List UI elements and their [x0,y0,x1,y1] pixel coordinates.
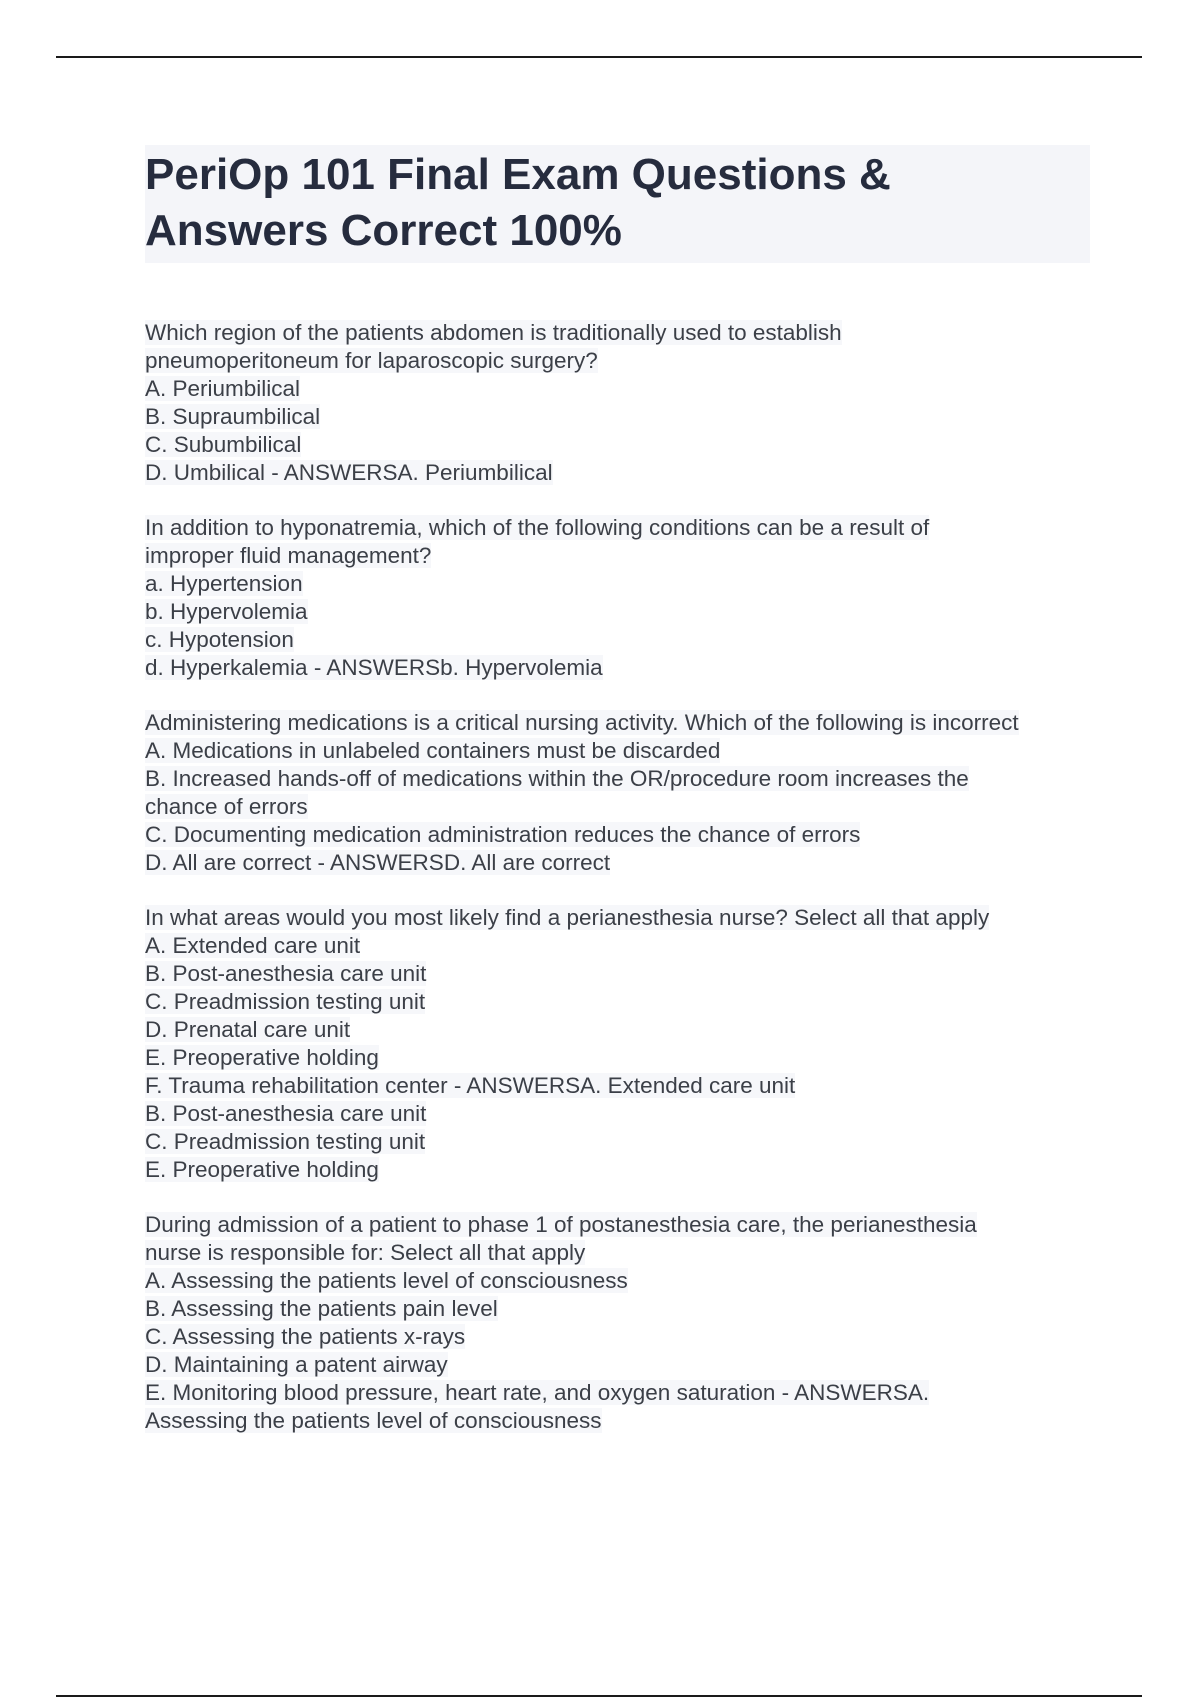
question-line [145,1211,1090,1239]
question-line-text: C. Preadmission testing unit [145,989,426,1014]
question-line [145,1100,1090,1128]
question-line-text: A. Periumbilical [145,376,301,401]
title-line: PeriOp 101 Final Exam Questions & [145,150,891,199]
question-line [145,598,1090,626]
question-line-text: a. Hypertension [145,571,303,596]
question-line [145,654,1090,682]
question-line [145,1379,1090,1407]
question-line [145,709,1090,737]
question-block [145,904,1090,1184]
bottom-rule [56,1695,1142,1697]
question-line-text: E. Preoperative holding [145,1045,379,1070]
question-line [145,1407,1090,1435]
question-line [145,932,1090,960]
question-list [145,319,1090,1435]
question-line [145,570,1090,598]
question-line-text: Assessing the patients level of consciousness [145,1408,602,1433]
question-line [145,1351,1090,1379]
question-line [145,849,1090,877]
question-line-text: During admission of a patient to phase 1 of postanesthesia care, the perianesthesia [145,1212,977,1237]
question-line-text: improper fluid management? [145,543,432,568]
question-line [145,988,1090,1016]
question-line-text: Administering medications is a critical nursing activity. Which of the following is incorrect [145,710,1019,735]
question-line [145,904,1090,932]
question-line [145,403,1090,431]
question-line [145,960,1090,988]
question-line [145,1323,1090,1351]
question-block [145,709,1090,877]
question-line-text: D. All are correct - ANSWERSD. All are correct [145,850,611,875]
question-line [145,1072,1090,1100]
question-line [145,319,1090,347]
question-line-text: C. Assessing the patients x-rays [145,1324,466,1349]
document-title [145,145,1090,263]
question-block [145,1211,1090,1435]
question-line-text: E. Preoperative holding [145,1157,379,1182]
question-line [145,514,1090,542]
question-line [145,1295,1090,1323]
question-line [145,765,1090,793]
question-line-text: nurse is responsible for: Select all that apply [145,1240,586,1265]
question-line-text: C. Preadmission testing unit [145,1129,426,1154]
question-line [145,347,1090,375]
question-line-text: d. Hyperkalemia - ANSWERSb. Hypervolemia [145,655,603,680]
document-body [145,145,1090,1462]
question-line-text: B. Assessing the patients pain level [145,1296,498,1321]
top-rule [56,56,1142,58]
question-line [145,1267,1090,1295]
question-block [145,514,1090,682]
question-line [145,793,1090,821]
question-line [145,1128,1090,1156]
question-line-text: A. Extended care unit [145,933,361,958]
question-line-text: b. Hypervolemia [145,599,308,624]
question-line [145,375,1090,403]
question-line-text: B. Supraumbilical [145,404,321,429]
question-line [145,737,1090,765]
question-line [145,1016,1090,1044]
question-line [145,1239,1090,1267]
question-line-text: D. Prenatal care unit [145,1017,351,1042]
question-line-text: A. Medications in unlabeled containers must be discarded [145,738,721,763]
question-line-text: In addition to hyponatremia, which of the following conditions can be a result of [145,515,930,540]
question-line-text: In what areas would you most likely find a perianesthesia nurse? Select all that apply [145,905,990,930]
question-line-text: B. Post-anesthesia care unit [145,1101,427,1126]
question-line-text: C. Documenting medication administration reduces the chance of errors [145,822,861,847]
question-line [145,626,1090,654]
question-line-text: chance of errors [145,794,308,819]
question-line-text: pneumoperitoneum for laparoscopic surgery? [145,348,598,373]
question-line-text: D. Umbilical - ANSWERSA. Periumbilical [145,460,553,485]
question-line [145,542,1090,570]
question-line-text: E. Monitoring blood pressure, heart rate, and oxygen saturation - ANSWERSA. [145,1380,930,1405]
question-line [145,1044,1090,1072]
question-block [145,319,1090,487]
question-line [145,431,1090,459]
question-line [145,459,1090,487]
question-line-text: C. Subumbilical [145,432,302,457]
question-line-text: D. Maintaining a patent airway [145,1352,448,1377]
question-line-text: B. Post-anesthesia care unit [145,961,427,986]
title-line: Answers Correct 100% [145,206,622,255]
question-line-text: A. Assessing the patients level of consciousness [145,1268,628,1293]
question-line-text: F. Trauma rehabilitation center - ANSWERSA. Extended care unit [145,1073,796,1098]
question-line [145,821,1090,849]
question-line-text: B. Increased hands-off of medications within the OR/procedure room increases the [145,766,969,791]
question-line-text: c. Hypotension [145,627,294,652]
question-line-text: Which region of the patients abdomen is traditionally used to establish [145,320,842,345]
question-line [145,1156,1090,1184]
